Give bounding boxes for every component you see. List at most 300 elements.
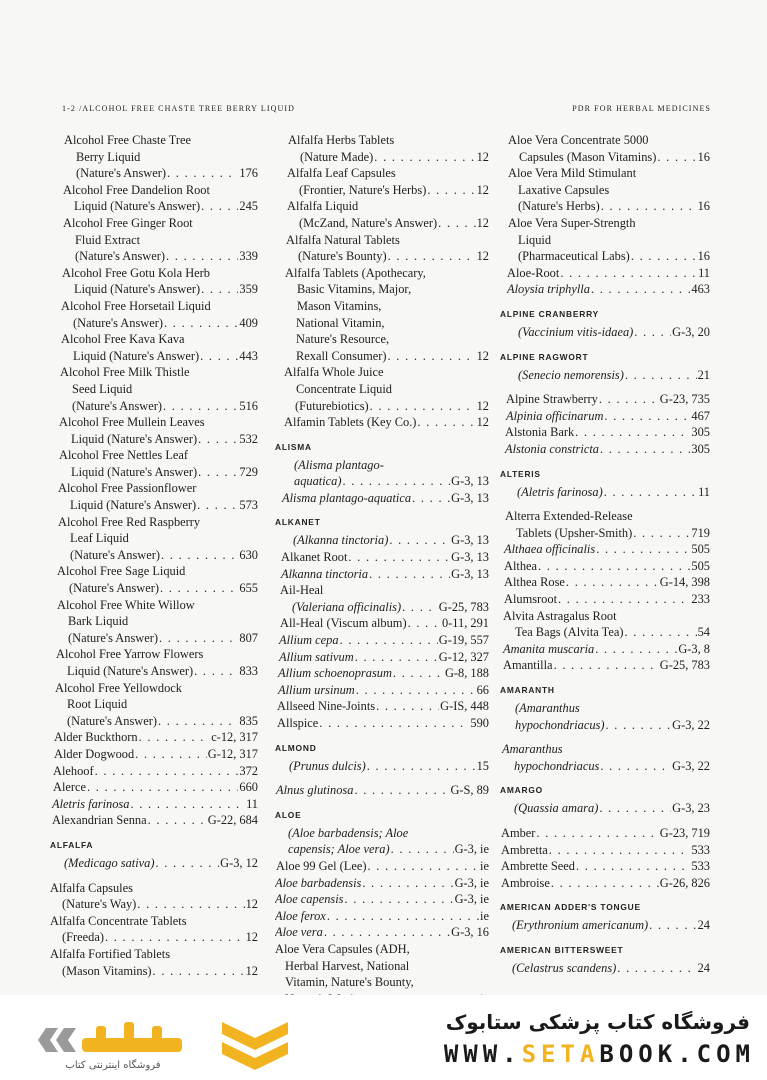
- dot-leader: [348, 549, 450, 566]
- index-entry: [275, 599, 489, 616]
- entry-term: Aloe vera: [275, 925, 323, 940]
- url-accent: SETA: [521, 1040, 600, 1068]
- entry-term: (Vaccinium vitis-idaea): [518, 324, 634, 339]
- dot-leader: [324, 924, 450, 941]
- entry-term: (Aletris farinosa): [517, 484, 603, 499]
- entry-term: Alfalfa Leaf Capsules: [287, 166, 396, 181]
- entry-page-ref: 719: [691, 525, 710, 540]
- index-entry: [275, 924, 489, 941]
- entry-term: Allium ursinum: [278, 682, 355, 697]
- index-entry: [50, 946, 258, 963]
- dot-leader: [327, 908, 479, 925]
- dot-leader: [344, 891, 453, 908]
- index-entry: [50, 680, 258, 697]
- index-heading: ALPINE RAGWORT: [500, 351, 589, 362]
- index-entry: [275, 198, 489, 215]
- entry-page-ref: 305: [691, 441, 710, 456]
- entry-page-ref: 305: [691, 425, 710, 440]
- dot-leader: [130, 796, 245, 813]
- entry-page-ref: 12: [476, 415, 489, 430]
- entry-term: (Aloe barbadensis; Aloe: [288, 825, 409, 840]
- index-entry: [50, 896, 258, 913]
- setabook-logo: [38, 1018, 188, 1066]
- entry-term: Amber: [501, 826, 536, 840]
- entry-term: Liquid (Nature's Answer): [70, 498, 197, 513]
- entry-page-ref: G-26, 826: [659, 875, 710, 890]
- index-entry: [275, 182, 489, 199]
- entry-page-ref: 807: [239, 630, 258, 645]
- entry-page-ref: 505: [691, 558, 710, 573]
- entry-page-ref: 12: [245, 930, 258, 945]
- dot-leader: [158, 713, 238, 730]
- index-heading: AMERICAN BITTERSWEET: [500, 944, 624, 955]
- entry-term: Alumsroot: [504, 592, 558, 607]
- dot-leader: [558, 591, 690, 608]
- entry-page-ref: G-23, 719: [659, 826, 710, 840]
- entry-term: (Nature's Answer): [73, 315, 163, 330]
- dot-leader: [166, 248, 238, 265]
- entry-term: National Vitamin,: [296, 315, 385, 330]
- entry-page-ref: 339: [239, 249, 258, 264]
- entry-term: Ambretta: [501, 842, 548, 857]
- index-entry: [50, 880, 258, 897]
- index-entry: [50, 497, 258, 514]
- index-entry: [500, 858, 710, 875]
- dot-leader: [201, 198, 238, 215]
- entry-page-ref: 176: [239, 166, 258, 181]
- url-suffix: BOOK.COM: [599, 1040, 755, 1068]
- index-column-1: [50, 132, 258, 979]
- entry-term: Alisma plantago-aquatica: [282, 490, 412, 505]
- index-entry: [50, 613, 258, 630]
- entry-page-ref: 409: [239, 315, 258, 330]
- index-entry: [275, 149, 489, 166]
- entry-term: Aloysia triphylla: [507, 282, 590, 297]
- entry-page-ref: G-3, ie: [454, 892, 489, 907]
- index-entry: [50, 963, 258, 980]
- index-entry: [275, 265, 489, 282]
- index-entry: [275, 665, 489, 682]
- entry-page-ref: 11: [246, 796, 258, 811]
- index-entry: [275, 248, 489, 265]
- entry-term: Ail-Heal: [280, 583, 324, 598]
- dot-leader: [554, 657, 659, 674]
- entry-term: Alerce: [53, 780, 87, 795]
- entry-term: Alfalfa Liquid: [287, 199, 359, 214]
- index-entry: [50, 248, 258, 265]
- dot-leader: [153, 963, 245, 980]
- entry-page-ref: G-14, 398: [659, 575, 710, 590]
- entry-term: Seed Liquid: [72, 381, 133, 396]
- entry-term: Alcohol Free Yarrow Flowers: [56, 647, 204, 662]
- entry-term: Alfalfa Whole Juice: [284, 365, 384, 380]
- entry-term: Liquid: [518, 232, 552, 247]
- entry-term: (Mason Vitamins): [62, 963, 152, 978]
- dot-leader: [148, 812, 207, 829]
- index-heading: AMARGO: [500, 785, 543, 796]
- dot-leader: [356, 682, 476, 699]
- index-entry: [275, 566, 489, 583]
- index-entry: [50, 215, 258, 232]
- index-entry: [50, 281, 258, 298]
- index-entry: [50, 315, 258, 332]
- entry-term: (Nature's Answer): [69, 581, 159, 596]
- index-entry: [500, 800, 710, 817]
- index-entry: [500, 232, 710, 249]
- entry-term: Vitamin, Nature's Bounty,: [285, 975, 414, 990]
- dot-leader: [634, 324, 671, 341]
- entry-term: Alcohol Free Red Raspberry: [58, 514, 201, 529]
- index-entry: [275, 875, 489, 892]
- index-entry: [500, 842, 710, 859]
- index-entry: [500, 198, 710, 215]
- entry-page-ref: 11: [698, 265, 710, 280]
- entry-term: (Amaranthus: [515, 701, 580, 716]
- entry-page-ref: G-3, 13: [451, 550, 489, 565]
- dot-leader: [595, 641, 677, 658]
- index-entry: [50, 796, 258, 813]
- entry-term: Alcohol Free Ginger Root: [63, 215, 193, 230]
- entry-term: Alcohol Free Nettles Leaf: [59, 448, 189, 463]
- dot-leader: [367, 858, 479, 875]
- index-entry: [500, 281, 710, 298]
- store-url[interactable]: [395, 1040, 755, 1068]
- entry-page-ref: G-3, 13: [451, 490, 489, 505]
- dot-leader: [374, 149, 475, 166]
- index-entry: [500, 558, 710, 575]
- entry-term: (Medicago sativa): [64, 855, 155, 870]
- index-entry: [50, 198, 258, 215]
- chevron-mark-icon: [218, 1018, 292, 1074]
- index-entry: [500, 825, 710, 842]
- index-entry: [275, 549, 489, 566]
- entry-page-ref: G-3, 16: [451, 925, 489, 940]
- dot-leader: [362, 875, 453, 892]
- spacer: [500, 500, 710, 508]
- index-entry: [50, 763, 258, 780]
- dot-leader: [160, 580, 238, 597]
- entry-term: Bark Liquid: [68, 614, 129, 629]
- dot-leader: [633, 525, 690, 542]
- index-entry: [50, 646, 258, 663]
- entry-term: Alstonia Bark: [505, 425, 575, 440]
- entry-term: (Frontier, Nature's Herbs): [299, 182, 427, 197]
- entry-page-ref: 245: [239, 199, 258, 214]
- entry-term: Basic Vitamins, Major,: [297, 282, 412, 297]
- entry-term: Alcohol Free Kava Kava: [61, 332, 185, 347]
- entry-term: Alcohol Free Dandelion Root: [63, 182, 210, 197]
- entry-term: Tablets (Upsher-Smith): [516, 525, 633, 540]
- entry-term: Althea Rose: [504, 575, 565, 590]
- index-entry: [275, 381, 489, 398]
- index-entry: [50, 348, 258, 365]
- index-entry: [275, 758, 489, 775]
- dot-leader: [355, 649, 438, 666]
- index-heading: ALMOND: [275, 742, 317, 753]
- entry-page-ref: 233: [691, 592, 710, 607]
- entry-term: Aloe 99 Gel (Lee): [276, 858, 367, 873]
- spacer: [500, 817, 710, 825]
- entry-term: Liquid (Nature's Answer): [67, 664, 194, 678]
- entry-page-ref: 505: [691, 542, 710, 557]
- index-entry: [50, 630, 258, 647]
- index-entry: [50, 364, 258, 381]
- entry-term: Alpine Strawberry: [506, 392, 598, 407]
- index-entry: [500, 525, 710, 542]
- index-entry: [500, 367, 710, 384]
- index-entry: [50, 530, 258, 547]
- index-entry: [275, 298, 489, 315]
- entry-page-ref: 467: [691, 408, 710, 423]
- entry-page-ref: 573: [239, 498, 258, 513]
- index-entry: [50, 265, 258, 282]
- entry-term: Althea: [504, 558, 538, 573]
- entry-term: Aletris farinosa: [52, 796, 130, 811]
- spacer: [500, 383, 710, 391]
- logo-subtitle: فروشگاه اینترنتی کتاب: [65, 1060, 161, 1071]
- index-entry: [50, 812, 258, 829]
- index-entry: [275, 858, 489, 875]
- index-entry: [275, 132, 489, 149]
- dot-leader: [605, 717, 671, 734]
- dot-leader: [599, 800, 671, 817]
- entry-term: (Nature's Answer): [72, 398, 162, 413]
- entry-term: Alcohol Free Yellowdock: [55, 680, 182, 695]
- entry-term: (Prunus dulcis): [289, 758, 366, 773]
- index-entry: [500, 484, 710, 501]
- index-entry: [500, 700, 710, 717]
- index-entry: [275, 715, 489, 732]
- index-entry: [500, 132, 710, 149]
- entry-term: Alvita Astragalus Root: [503, 608, 617, 623]
- dot-leader: [604, 408, 690, 425]
- entry-page-ref: G-12, 327: [438, 649, 489, 664]
- dot-leader: [167, 165, 238, 182]
- dot-leader: [369, 566, 450, 583]
- dot-leader: [388, 248, 476, 265]
- dot-leader: [600, 758, 671, 775]
- index-entry: [275, 974, 489, 991]
- entry-page-ref: 516: [239, 398, 258, 413]
- entry-term: Alfamin Tablets (Key Co.): [284, 415, 417, 430]
- entry-term: Liquid (Nature's Answer): [73, 348, 200, 363]
- dot-leader: [549, 842, 691, 859]
- index-entry: [275, 414, 489, 431]
- entry-term: Rexall Consumer): [296, 348, 387, 363]
- entry-term: (Senecio nemorensis): [518, 367, 624, 382]
- entry-term: (Nature Made): [300, 149, 374, 164]
- entry-page-ref: 443: [239, 348, 258, 363]
- index-entry: [500, 875, 710, 892]
- entry-term: Alfalfa Capsules: [50, 880, 133, 895]
- index-entry: [275, 632, 489, 649]
- entry-term: (Alkanna tinctoria): [293, 533, 389, 548]
- entry-page-ref: 590: [470, 716, 489, 730]
- entry-term: Concentrate Liquid: [296, 381, 392, 396]
- index-entry: [275, 364, 489, 381]
- entry-term: Amanita muscaria: [503, 641, 595, 656]
- index-column-2: [275, 132, 489, 1007]
- dot-leader: [343, 473, 451, 490]
- index-entry: [275, 782, 489, 799]
- dot-leader: [538, 558, 690, 575]
- entry-page-ref: G-3, 20: [672, 324, 710, 339]
- index-entry: [500, 758, 710, 775]
- entry-page-ref: G-3, 13: [451, 533, 489, 548]
- index-entry: [275, 398, 489, 415]
- entry-term: Alder Buckthorn: [54, 730, 138, 745]
- entry-term: (Nature's Answer): [68, 630, 158, 645]
- entry-page-ref: G-3, ie: [454, 842, 489, 857]
- entry-page-ref: 655: [239, 581, 258, 596]
- index-heading: ALFALFA: [50, 839, 94, 850]
- index-entry: [500, 917, 710, 934]
- entry-term: Allseed Nine-Joints: [277, 699, 376, 714]
- dot-leader: [402, 599, 438, 616]
- entry-page-ref: G-IS, 448: [440, 699, 489, 714]
- dot-leader: [87, 779, 238, 796]
- entry-page-ref: 12: [476, 249, 489, 264]
- dot-leader: [566, 574, 659, 591]
- entry-page-ref: G-25, 783: [659, 658, 710, 673]
- dot-leader: [139, 729, 211, 746]
- index-entry: [50, 855, 258, 872]
- entry-page-ref: c-12, 317: [211, 730, 258, 745]
- dot-leader: [393, 665, 444, 682]
- index-entry: [500, 741, 710, 758]
- entry-page-ref: G-3, ie: [454, 875, 489, 890]
- entry-page-ref: 15: [476, 758, 489, 773]
- dot-leader: [200, 348, 238, 365]
- index-entry: [50, 746, 258, 763]
- entry-page-ref: G-23, 735: [659, 392, 710, 407]
- index-entry: [500, 182, 710, 199]
- dot-leader: [617, 960, 696, 977]
- index-entry: [275, 958, 489, 975]
- dot-leader: [388, 348, 476, 365]
- dot-leader: [370, 398, 476, 415]
- index-column-3: [500, 132, 710, 977]
- entry-page-ref: G-25, 783: [438, 599, 489, 614]
- entry-term: Alnus glutinosa: [276, 783, 354, 798]
- dot-leader: [163, 398, 238, 415]
- entry-term: Aloe Vera Mild Stimulant: [508, 166, 637, 181]
- entry-term: Alcohol Free Gotu Kola Herb: [62, 265, 210, 280]
- entry-term: (Nature's Bounty): [298, 249, 387, 264]
- entry-page-ref: G-3, 13: [451, 566, 489, 581]
- index-entry: [500, 591, 710, 608]
- entry-term: capensis; Aloe vera): [288, 842, 390, 857]
- entry-page-ref: ie: [480, 858, 489, 873]
- index-entry: [275, 490, 489, 507]
- index-entry: [50, 480, 258, 497]
- index-entry: [500, 541, 710, 558]
- index-entry: [50, 729, 258, 746]
- dot-leader: [591, 281, 690, 298]
- dot-leader: [367, 758, 476, 775]
- entry-term: (Nature's Answer): [75, 249, 165, 264]
- entry-term: Ambrette Seed: [501, 859, 575, 874]
- index-entry: [50, 913, 258, 930]
- entry-term: aquatica): [294, 474, 342, 489]
- entry-term: (Nature's Way): [62, 897, 137, 912]
- entry-term: Alcohol Free Chaste Tree: [64, 133, 191, 147]
- dot-leader: [340, 632, 438, 649]
- entry-page-ref: G-22, 684: [207, 813, 258, 828]
- entry-page-ref: G-S, 89: [450, 783, 489, 798]
- index-heading: ALISMA: [275, 441, 312, 452]
- index-entry: [50, 232, 258, 249]
- entry-page-ref: G-19, 557: [438, 633, 489, 648]
- entry-term: Aloe-Root: [507, 265, 560, 280]
- entry-term: Liquid (Nature's Answer): [74, 282, 201, 297]
- index-entry: [50, 331, 258, 348]
- entry-term: Alder Dogwood: [54, 746, 135, 761]
- index-entry: [500, 149, 710, 166]
- entry-page-ref: 12: [245, 963, 258, 978]
- entry-page-ref: 372: [239, 763, 258, 778]
- entry-term: Alcohol Free Milk Thistle: [60, 365, 190, 380]
- entry-page-ref: G-3, 13: [451, 474, 489, 489]
- index-entry: [500, 624, 710, 641]
- dot-leader: [412, 490, 450, 507]
- index-entry: [500, 324, 710, 341]
- entry-page-ref: 16: [697, 149, 710, 164]
- entry-page-ref: 12: [476, 398, 489, 413]
- index-entry: [275, 457, 489, 474]
- entry-page-ref: 630: [239, 547, 258, 562]
- index-entry: [275, 281, 489, 298]
- entry-page-ref: ie: [480, 908, 489, 923]
- entry-page-ref: 532: [239, 431, 258, 446]
- index-entry: [500, 574, 710, 591]
- entry-term: Alfalfa Fortified Tablets: [50, 946, 171, 961]
- running-head-left: 1-2 /ALCOHOL FREE CHASTE TREE BERRY LIQUID: [62, 104, 296, 113]
- entry-page-ref: 533: [691, 859, 710, 874]
- entry-term: (McZand, Nature's Answer): [299, 215, 438, 230]
- index-heading: ALTERIS: [500, 468, 541, 479]
- entry-term: (Pharmaceutical Labs): [518, 249, 630, 264]
- entry-page-ref: G-3, 22: [672, 717, 710, 732]
- entry-page-ref: G-3, 22: [672, 758, 710, 773]
- index-entry: [275, 165, 489, 182]
- index-entry: [275, 698, 489, 715]
- index-entry: [50, 597, 258, 614]
- index-entry: [50, 398, 258, 415]
- index-entry: [50, 165, 258, 182]
- entry-term: Alterra Extended-Release: [505, 509, 633, 524]
- entry-page-ref: 24: [697, 960, 710, 975]
- spacer: [500, 733, 710, 741]
- entry-page-ref: 533: [691, 842, 710, 857]
- index-entry: [50, 547, 258, 564]
- index-entry: [50, 779, 258, 796]
- entry-term: Alcohol Free Passionflower: [58, 481, 197, 496]
- index-entry: [275, 682, 489, 699]
- entry-page-ref: 54: [697, 625, 710, 640]
- dot-leader: [194, 663, 238, 680]
- index-entry: [500, 960, 710, 977]
- index-entry: [500, 608, 710, 625]
- entry-page-ref: 359: [239, 282, 258, 297]
- entry-page-ref: 463: [691, 282, 710, 297]
- store-name: فروشگاه کتاب پزشکی ستابوک: [445, 1010, 750, 1034]
- index-entry: [500, 165, 710, 182]
- index-entry: [275, 215, 489, 232]
- index-entry: [50, 696, 258, 713]
- entry-term: Tea Bags (Alvita Tea): [515, 625, 624, 640]
- entry-term: (Quassia amara): [514, 801, 599, 816]
